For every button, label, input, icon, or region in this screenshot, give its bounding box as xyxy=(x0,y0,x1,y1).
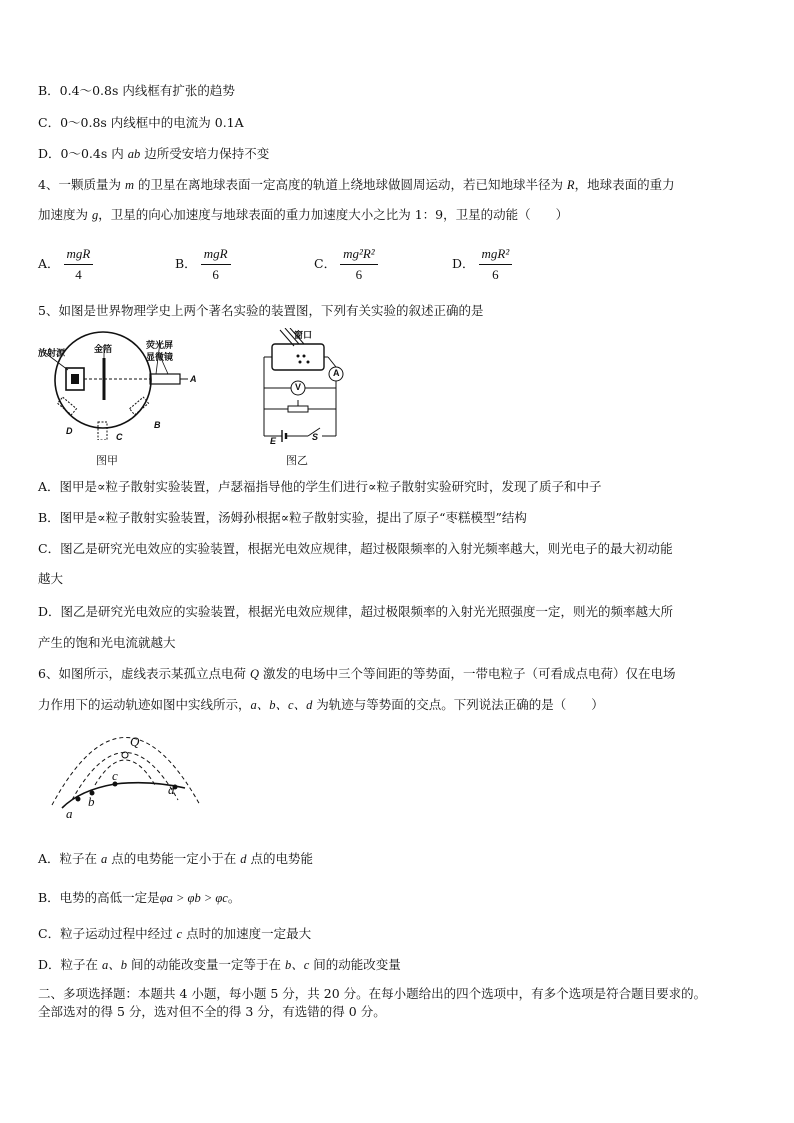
fig1-pos-b: B xyxy=(154,420,161,430)
q3-option-b: B．0.4～0.8s 内线框有扩张的趋势 xyxy=(38,83,235,98)
q6-option-a: A．粒子在 a 点的电势能一定小于在 d 点的电势能 xyxy=(38,851,313,866)
q5-option-c-line2: 越大 xyxy=(38,571,64,586)
fig1-microscope-label: 显微镜 xyxy=(146,352,174,362)
fig1-pos-c: C xyxy=(116,432,123,442)
q5-option-b: B．图甲是∝粒子散射实验装置，汤姆孙根据∝粒子散射实验，提出了原子“枣糕模型”结构 xyxy=(38,510,527,525)
fig1-pos-d: D xyxy=(66,426,73,436)
fig3-point-d: d xyxy=(168,782,175,797)
q6-stem-line1: 6、如图所示，虚线表示某孤立点电荷 Q 激发的电场中三个等间距的等势面，一带电粒子（可看成点电荷）仅在电场 xyxy=(38,666,676,681)
q4-option-b: B． $\frac{\text{mgR}}{6}$ xyxy=(175,245,231,284)
q3-option-c: C．0～0.8s 内线框中的电流为 0.1A xyxy=(38,115,244,130)
q6-option-c: C．粒子运动过程中经过 c 点时的加速度一定最大 xyxy=(38,926,312,941)
q5-option-c-line1: C．图乙是研究光电效应的实验装置，根据光电效应规律，超过极限频率的入射光频率越大，则光电子的最大初动能 xyxy=(38,541,673,556)
q5-option-d-line1: D．图乙是研究光电效应的实验装置，根据光电效应规律，超过极限频率的入射光光照强度一定，则光的频率越大所 xyxy=(38,604,674,619)
fig2-caption: 图乙 xyxy=(286,454,308,467)
fig1-caption: 图甲 xyxy=(96,454,118,467)
fig1-foil-label: 金箔 xyxy=(94,344,113,354)
q6-stem-line2: 力作用下的运动轨迹如图中实线所示，a、b、c、d 为轨迹与等势面的交点。下列说法正确的是（ ） xyxy=(38,697,604,712)
q5-option-a: A．图甲是∝粒子散射实验装置，卢瑟福指导他的学生们进行∝粒子散射实验研究时，发现了质子和中子 xyxy=(38,479,602,494)
q6-option-b: B．电势的高低一定是φa > φb > φc。 xyxy=(38,890,241,905)
section2-instructions-line2: 全部选对的得 5 分，选对但不全的得 3 分，有选错的得 0 分。 xyxy=(38,1004,386,1019)
figure-alpha-scattering xyxy=(38,330,198,470)
section2-instructions-line1: 二、多项选择题：本题共 4 小题，每小题 5 分，共 20 分。在每小题给出的四个选项中，有多个选项是符合题目要求的。 xyxy=(38,986,707,1001)
fig1-pos-a: A xyxy=(190,374,197,384)
q5-stem: 5、如图是世界物理学史上两个著名实验的装置图，下列有关实验的叙述正确的是 xyxy=(38,303,484,318)
fig2-ammeter-label: A xyxy=(333,368,340,378)
figure-photoelectric xyxy=(258,328,358,473)
q6-option-d: D．粒子在 a、b 间的动能改变量一定等于在 b、c 间的动能改变量 xyxy=(38,957,401,972)
q4-stem-line1: 4、一颗质量为 m 的卫星在离地球表面一定高度的轨道上绕地球做圆周运动，若已知地球半径为 R，地球表面的重力 xyxy=(38,177,675,192)
fig3-point-b: b xyxy=(88,794,95,809)
photoelectric-circuit-diagram xyxy=(258,328,358,448)
q4-stem-line2: 加速度为 g，卫星的向心加速度与地球表面的重力加速度大小之比为 1：9，卫星的动能（ ） xyxy=(38,207,569,222)
q4-option-c: C． $\frac{\text{mg²R²}}{6}$ xyxy=(314,245,378,284)
figure-equipotential xyxy=(50,730,215,825)
q5-option-d-line2: 产生的饱和光电流就越大 xyxy=(38,635,176,650)
q4-option-a: A． $\frac{\text{mgR}}{4}$ xyxy=(38,245,93,284)
fig3-point-c: c xyxy=(112,768,118,783)
fig2-switch-label: S xyxy=(312,432,319,442)
fig2-voltmeter-label: V xyxy=(295,382,302,392)
fig2-window-label: 窗口 xyxy=(294,330,313,340)
fig3-point-a: a xyxy=(66,806,73,821)
fig2-battery-label: E xyxy=(270,436,277,446)
q3-option-d: D．0～0.4s 内 ab 边所受安培力保持不变 xyxy=(38,146,270,161)
q4-option-d: D． $\frac{\text{mgR²}}{6}$ xyxy=(452,245,512,284)
fig1-screen-label: 荧光屏 xyxy=(146,340,174,350)
fig3-charge-label: Q xyxy=(130,734,140,749)
fig1-source-label: 放射源 xyxy=(38,348,66,358)
